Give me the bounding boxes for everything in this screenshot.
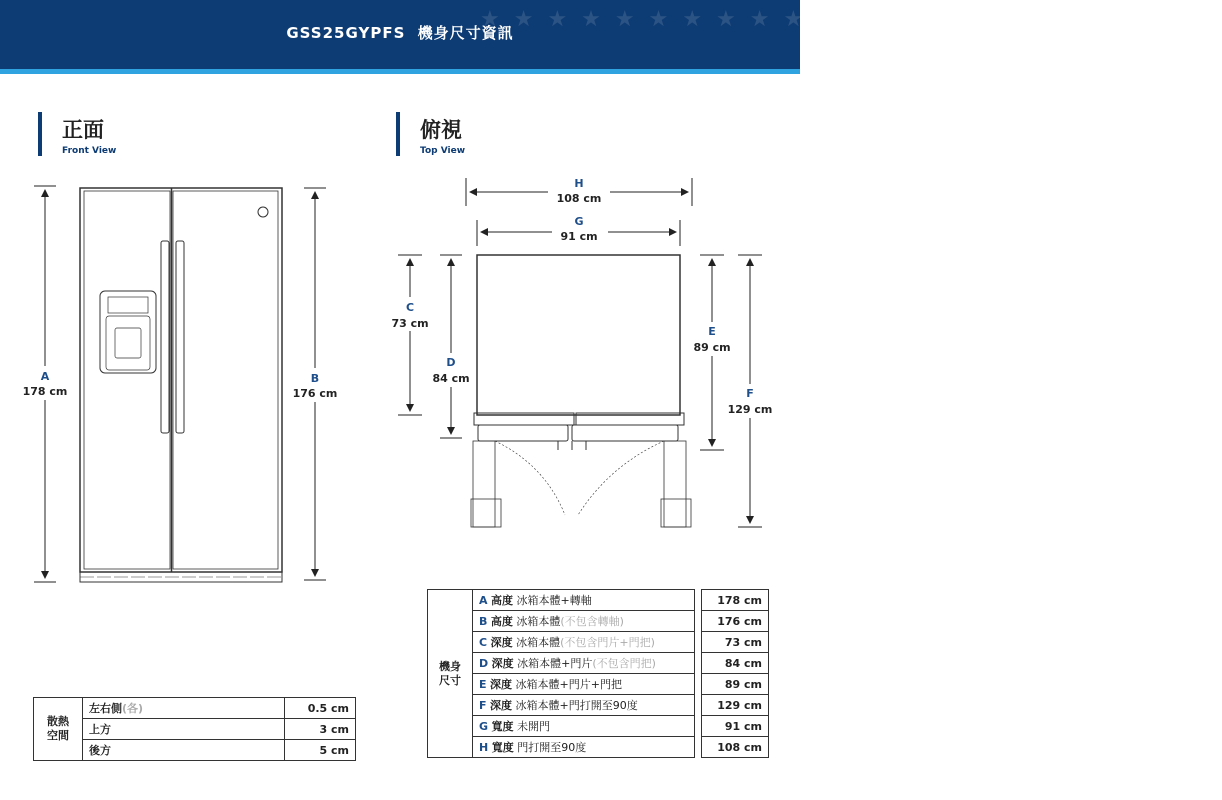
dim-e-letter: E [708,325,716,338]
clearance-note: (各) [122,702,144,715]
right-door-open [664,441,686,527]
spec-value: 89 cm [702,674,769,695]
spec-desc: B 高度 冰箱本體(不包含轉軸) [473,611,695,632]
spec-desc: E 深度 冰箱本體+門片+門把 [473,674,695,695]
dim-c-letter: C [405,301,415,314]
table-row [428,590,769,611]
dim-g-letter: G [574,215,584,228]
spec-desc: D 深度 冰箱本體+門片(不包含門把) [473,653,695,674]
left-handle-top [478,425,568,441]
dim-h-value: 108 cm [556,192,602,205]
front-view-title: 正面 [62,118,104,142]
fridge-body [80,188,282,572]
dim-d-letter: D [446,356,456,369]
spec-desc: H 寬度 門打開至90度 [473,737,695,758]
clearance-label: 左右側(各) [83,698,285,719]
table-row [428,632,769,653]
spec-desc: A 高度 冰箱本體+轉軸 [473,590,695,611]
spec-value: 178 cm [702,590,769,611]
dim-f-value: 129 cm [727,403,773,416]
table-row [428,695,769,716]
title-suffix: 機身尺寸資訊 [417,24,514,42]
table-row [428,653,769,674]
freezer-handle [161,241,169,433]
fridge-door [173,191,278,569]
clearance-label: 上方 [83,719,285,740]
dim-g-value: 91 cm [560,230,598,243]
table-row [34,719,356,740]
clearance-label: 後方 [83,740,285,761]
top-body [477,255,680,415]
dim-c-value: 73 cm [391,317,429,330]
spec-value: 176 cm [702,611,769,632]
dimension-c-line [398,255,422,415]
front-view-subtitle: Front View [62,146,117,156]
dispenser-display [108,297,148,313]
fridge-front-drawing [80,188,282,582]
dispenser-well [106,316,150,370]
table-row [428,674,769,695]
brand-logo-icon [258,207,268,217]
dimension-d-line [440,255,462,438]
spec-value: 73 cm [702,632,769,653]
dim-b-letter: B [310,372,320,385]
dim-b-value: 176 cm [292,387,338,400]
spec-value: 84 cm [702,653,769,674]
stars-decoration: ★★★★★★★★★★★★★★★★★★★★★★ [480,7,1222,32]
dim-d-value: 84 cm [432,372,470,385]
dim-e-value: 89 cm [693,341,731,354]
fridge-top-drawing [471,255,691,527]
spec-value: 91 cm [702,716,769,737]
left-door-open [473,441,495,527]
right-handle-top [572,425,678,441]
spec-desc: G 寬度 未開門 [473,716,695,737]
table-row [34,698,356,719]
table-row [428,737,769,758]
clearance-table [33,697,356,761]
clearance-value: 3 cm [285,719,356,740]
table-row [428,716,769,737]
clearance-value: 5 cm [285,740,356,761]
fridge-handle [176,241,184,433]
dim-f-letter: F [746,387,754,400]
top-view-subtitle: Top View [420,146,466,156]
spec-value: 108 cm [702,737,769,758]
table-row [34,740,356,761]
clearance-group-label: 散熱空間 [34,698,83,761]
spec-value: 129 cm [702,695,769,716]
model-number: GSS25GYPFS [286,24,406,42]
clearance-value: 0.5 cm [285,698,356,719]
spec-desc: F 深度 冰箱本體+門打開至90度 [473,695,695,716]
table-row [428,611,769,632]
dim-a-value: 178 cm [22,385,68,398]
spec-desc: C 深度 冰箱本體(不包含門片+門把) [473,632,695,653]
spec-group-label: 機身尺寸 [428,590,473,758]
spec-table [427,589,769,758]
top-view-title: 俯視 [420,118,462,142]
dim-h-letter: H [574,177,584,190]
dispenser-panel [100,291,156,373]
dim-a-letter: A [40,370,50,383]
freezer-door [84,191,170,569]
